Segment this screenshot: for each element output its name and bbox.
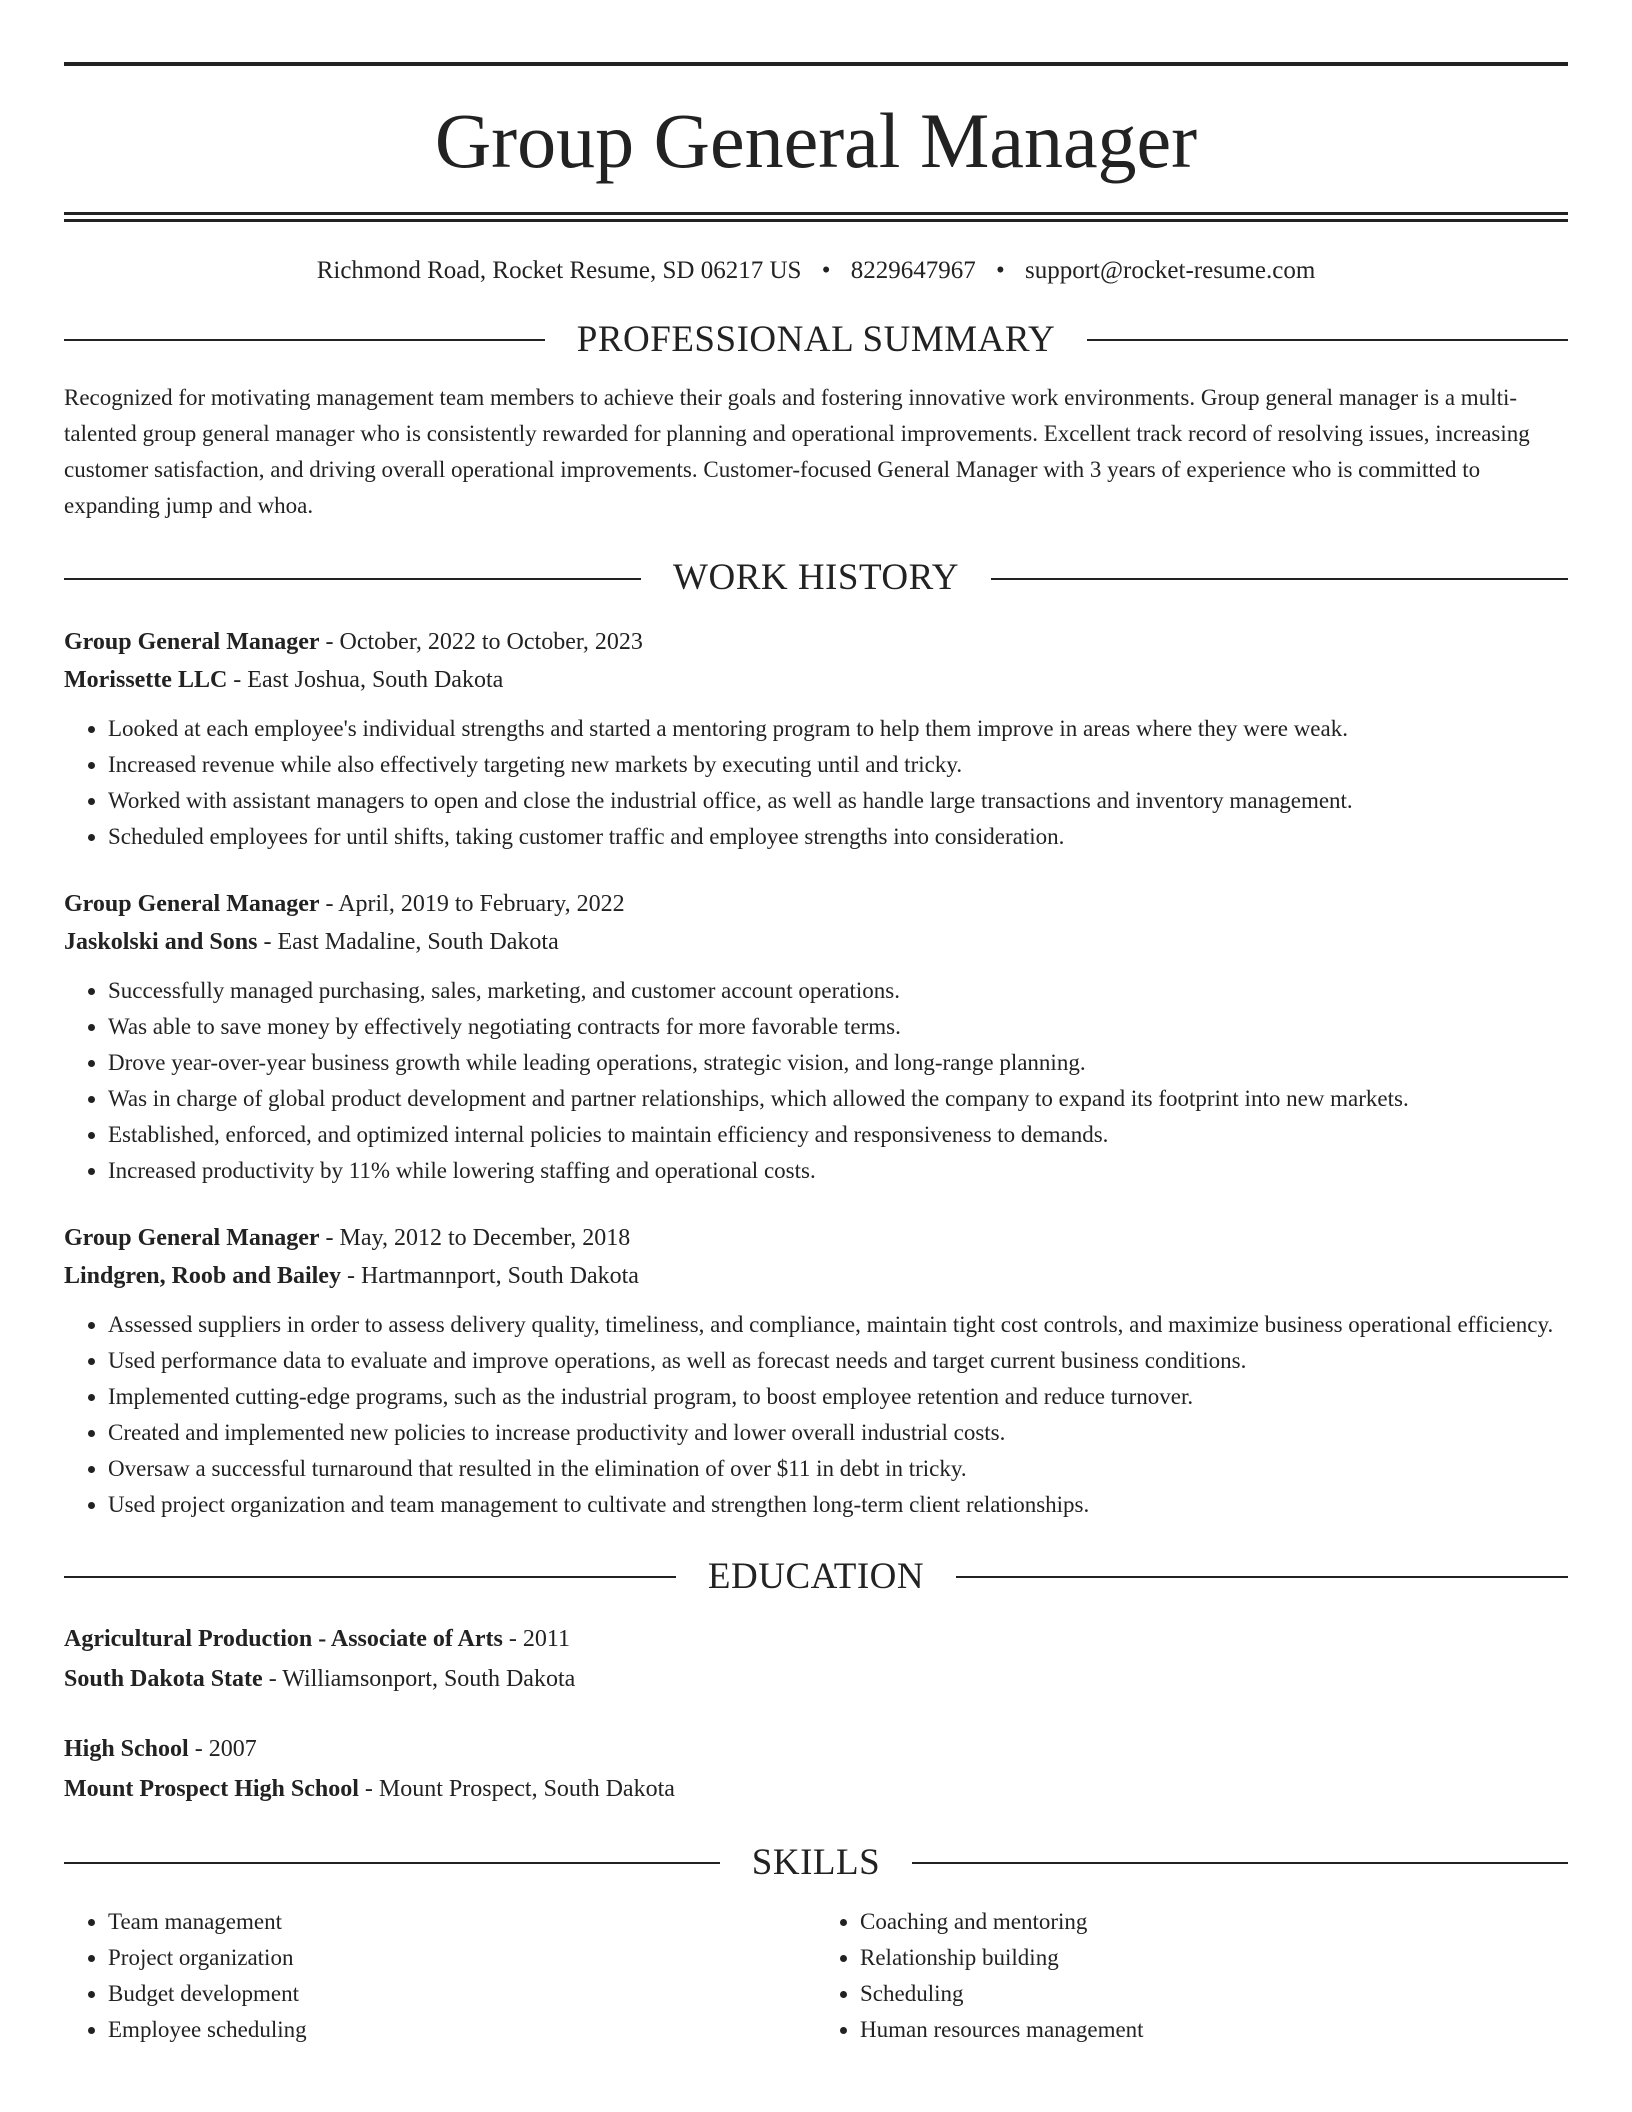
dash: -: [340, 1262, 361, 1289]
dash: -: [319, 1224, 340, 1251]
job-dates: May, 2012 to December, 2018: [339, 1224, 631, 1251]
dash: -: [262, 1666, 283, 1693]
section-title: EDUCATION: [707, 1555, 925, 1597]
section-heading-education: [64, 1555, 1568, 1599]
bullet-item: • Used performance data to evaluate and improve operations, as well as forecast needs and target current business conditions.: [108, 1343, 1568, 1379]
job-company-line: [64, 1257, 1568, 1295]
job-entry: [64, 1219, 1568, 1523]
job-location: East Madaline, South Dakota: [277, 928, 559, 955]
bullet-item: • Increased productivity by 11% while lowering staffing and operational costs.: [108, 1153, 1568, 1189]
job-title-line: [64, 1219, 1568, 1257]
job-location: Hartmannport, South Dakota: [360, 1262, 639, 1289]
job-entry: [64, 885, 1568, 1189]
section-heading-skills: [64, 1841, 1568, 1885]
section-title: PROFESSIONAL SUMMARY: [576, 319, 1056, 360]
bullet-item: • Successfully managed purchasing, sales, marketing, and customer account operations.: [108, 973, 1568, 1009]
bullet-item: • Established, enforced, and optimized internal policies to maintain efficiency and responsiveness to demands.: [108, 1117, 1568, 1153]
job-company: Lindgren, Roob and Bailey: [64, 1262, 341, 1289]
dash: -: [319, 628, 340, 655]
education-school: South Dakota State: [64, 1666, 263, 1693]
bullet-item: • Looked at each employee's individual strengths and started a mentoring program to help them improve in areas where they were weak.: [108, 711, 1568, 747]
resume-title: Group General Manager: [434, 97, 1198, 184]
bullet-item: • Scheduled employees for until shifts, taking customer traffic and employee strengths into consideration.: [108, 819, 1568, 855]
skill-item: • Human resources management: [860, 2012, 1568, 2048]
dash: -: [502, 1626, 523, 1653]
double-rule: [64, 212, 1568, 222]
education-degree-line: [64, 1619, 1568, 1659]
education-location: Williamsonport, South Dakota: [282, 1666, 576, 1693]
contact-address: Richmond Road, Rocket Resume, SD 06217 US: [316, 257, 802, 284]
job-title-line: [64, 885, 1568, 923]
job-title-line: [64, 623, 1568, 661]
skill-item: • Employee scheduling: [108, 2012, 816, 2048]
resume-page: [64, 0, 1568, 2048]
skill-item: • Project organization: [108, 1940, 816, 1976]
skills-column-left: [64, 1904, 816, 2048]
dash: -: [188, 1736, 209, 1763]
dash: -: [319, 890, 339, 917]
education-year: 2007: [208, 1736, 257, 1763]
education-entry: [64, 1619, 1568, 1699]
contact-line: [64, 256, 1568, 286]
job-title: Group General Manager: [64, 628, 320, 655]
education-entry: [64, 1729, 1568, 1809]
education-degree: Agricultural Production - Associate of Arts: [64, 1626, 503, 1653]
education-degree: High School: [64, 1736, 189, 1763]
bullet-item: • Created and implemented new policies to increase productivity and lower overall industrial costs.: [108, 1415, 1568, 1451]
skill-item: • Coaching and mentoring: [860, 1904, 1568, 1940]
dash: -: [227, 666, 248, 693]
contact-separator: •: [995, 257, 1005, 284]
bullet-item: • Drove year-over-year business growth while leading operations, strategic vision, and long-range planning.: [108, 1045, 1568, 1081]
section-heading-work-history: [64, 556, 1568, 600]
contact-email: support@rocket-resume.com: [1024, 257, 1316, 284]
education-school-line: [64, 1659, 1568, 1699]
job-company-line: [64, 661, 1568, 699]
job-bullets: [64, 973, 1568, 1189]
section-title: WORK HISTORY: [673, 557, 959, 599]
job-bullets: [64, 711, 1568, 855]
dash: -: [257, 928, 278, 955]
job-entry: [64, 623, 1568, 855]
bullet-item: • Used project organization and team management to cultivate and strengthen long-term client relationships.: [108, 1487, 1568, 1523]
skill-item: • Budget development: [108, 1976, 816, 2012]
education-school-line: [64, 1769, 1568, 1809]
skills-list: [64, 1904, 1568, 2048]
dash: -: [358, 1776, 379, 1803]
skills-column-right: [816, 1904, 1568, 2048]
bullet-item: • Worked with assistant managers to open and close the industrial office, as well as handle large transactions and inventory management.: [108, 783, 1568, 819]
job-bullets: [64, 1307, 1568, 1523]
bullet-item: • Oversaw a successful turnaround that resulted in the elimination of over $11 in debt in tricky.: [108, 1451, 1568, 1487]
summary-text: Recognized for motivating management team members to achieve their goals and fostering innovative work environments. Group general manager is a multi-talented group general manager who is consistently rewarded for planning and operational improvements. Excellent track record of resolving issues, increasing customer satisfaction, and driving overall operational improvements. Customer-focused General Manager with 3 years of experience who is committed to expanding jump and whoa.: [64, 385, 1530, 519]
job-title: Group General Manager: [64, 1224, 320, 1251]
section-title: SKILLS: [751, 1842, 881, 1884]
job-title: Group General Manager: [64, 890, 320, 917]
contact-separator: •: [821, 257, 831, 284]
skill-item: • Team management: [108, 1904, 816, 1940]
job-company-line: [64, 923, 1568, 961]
skill-item: • Scheduling: [860, 1976, 1568, 2012]
section-heading-summary: [64, 318, 1568, 362]
skill-item: • Relationship building: [860, 1940, 1568, 1976]
education-year: 2011: [522, 1626, 570, 1653]
job-location: East Joshua, South Dakota: [247, 666, 504, 693]
job-dates: October, 2022 to October, 2023: [339, 628, 643, 655]
education-location: Mount Prospect, South Dakota: [378, 1776, 675, 1803]
bullet-item: • Increased revenue while also effectively targeting new markets by executing until and tricky.: [108, 747, 1568, 783]
education-school: Mount Prospect High School: [64, 1776, 359, 1803]
bullet-item: • Assessed suppliers in order to assess delivery quality, timeliness, and compliance, maintain tight cost controls, and maximize business operational efficiency.: [108, 1307, 1568, 1343]
bullet-item: • Implemented cutting-edge programs, such as the industrial program, to boost employee retention and reduce turnover.: [108, 1379, 1568, 1415]
job-company: Jaskolski and Sons: [64, 928, 258, 955]
job-company: Morissette LLC: [64, 666, 228, 693]
contact-phone: 8229647967: [850, 257, 976, 284]
job-dates: April, 2019 to February, 2022: [338, 890, 625, 917]
bullet-item: • Was able to save money by effectively negotiating contracts for more favorable terms.: [108, 1009, 1568, 1045]
education-degree-line: [64, 1729, 1568, 1769]
bullet-item: • Was in charge of global product development and partner relationships, which allowed the company to expand its footprint into new markets.: [108, 1081, 1568, 1117]
